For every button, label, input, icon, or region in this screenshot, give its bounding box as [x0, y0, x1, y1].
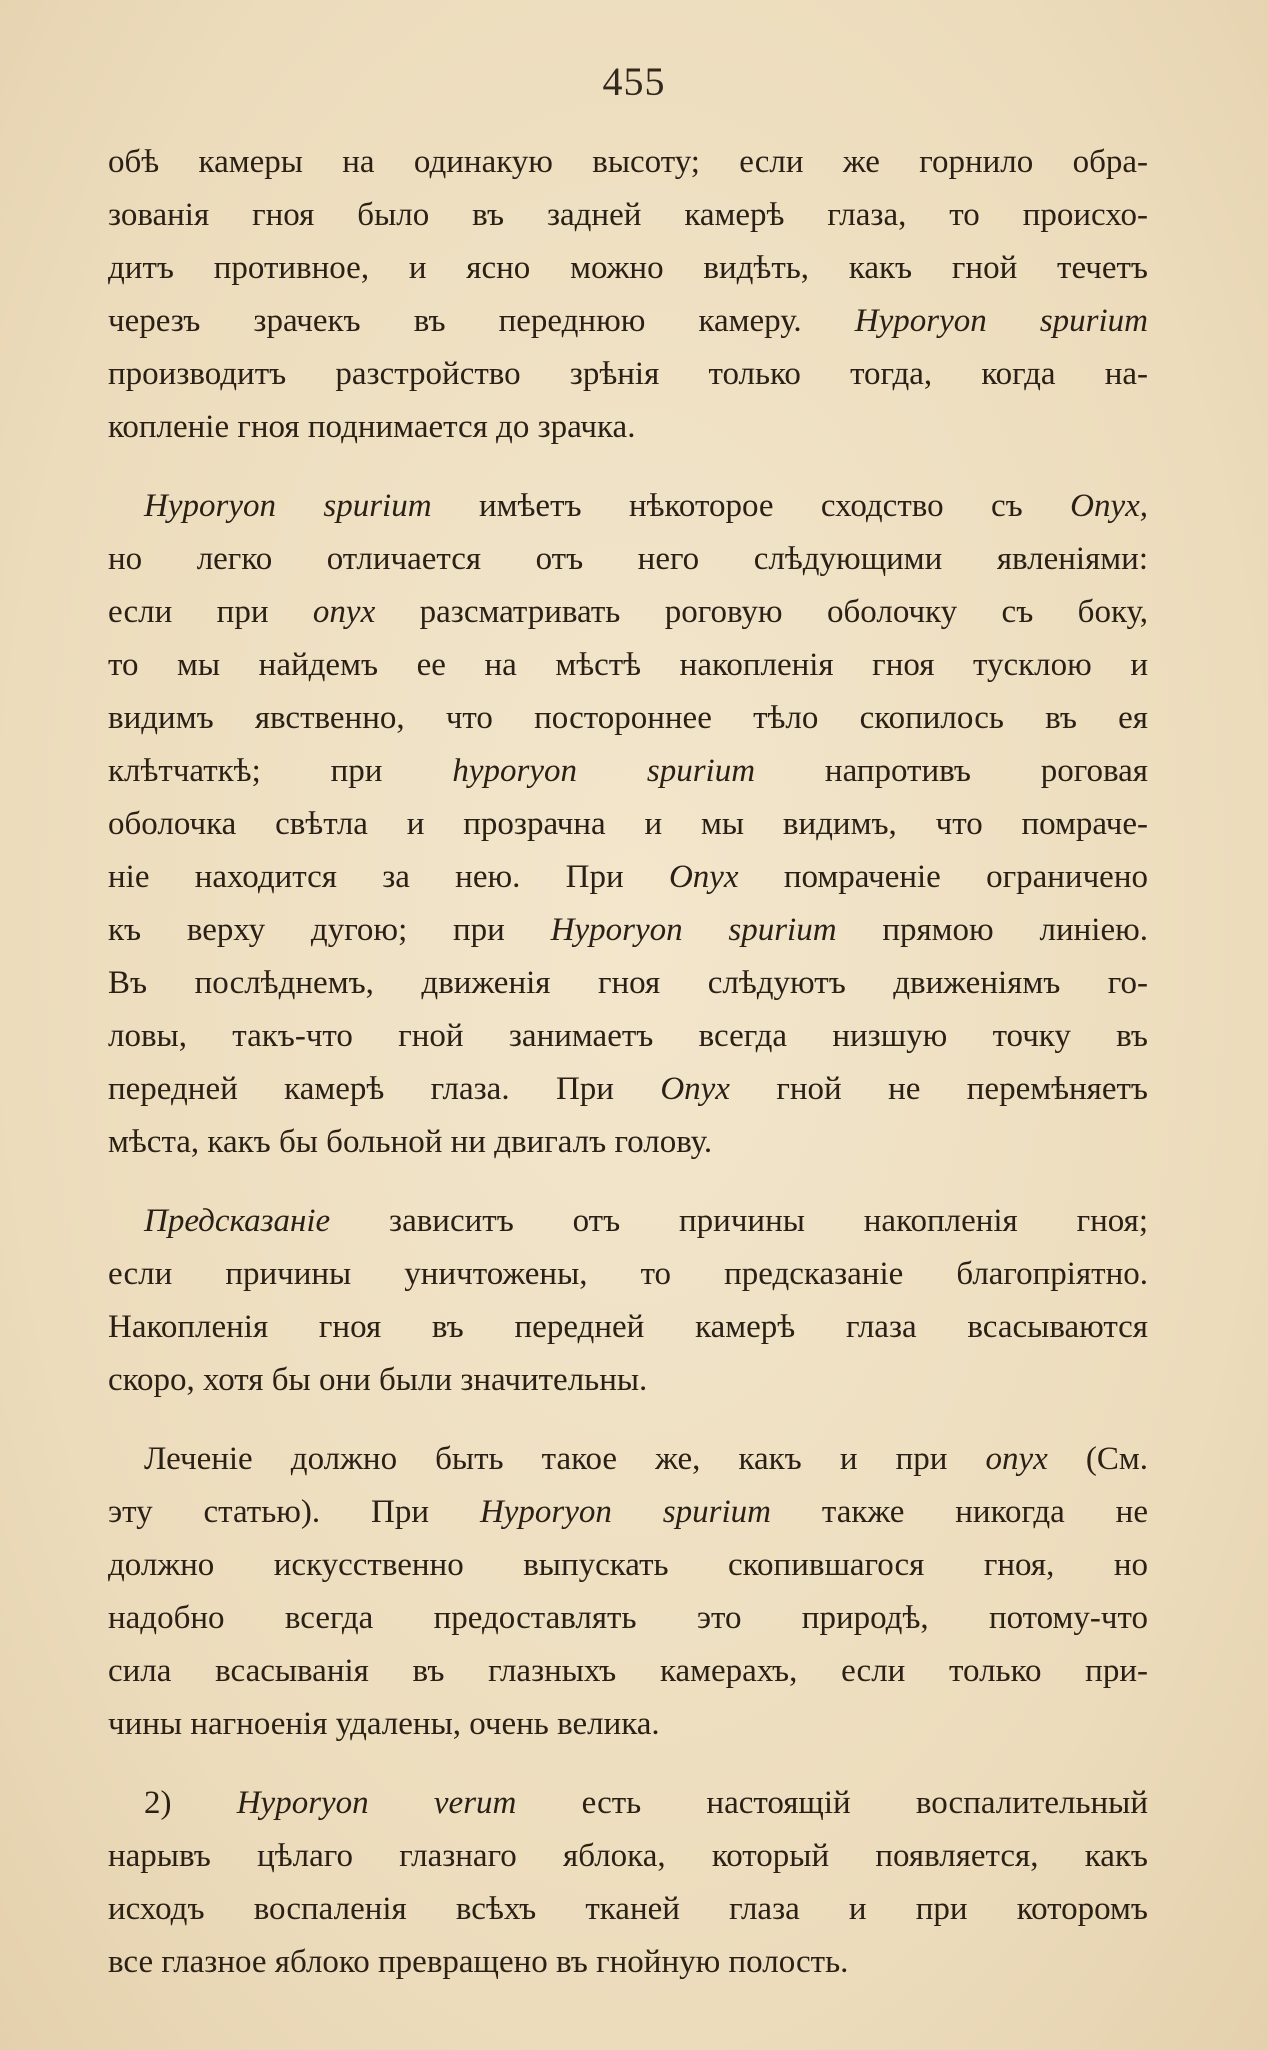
paragraph-gap [108, 1751, 1148, 1777]
text-segment: прямою линіею. [836, 912, 1148, 948]
text-line [108, 904, 1148, 957]
body-text [108, 136, 1148, 1989]
text-line [108, 851, 1148, 904]
text-segment: зованія гноя было въ задней камерѣ глаза, то происхо- [108, 197, 1148, 233]
text-line [108, 1936, 1148, 1989]
text-line [108, 1777, 1148, 1830]
italic-term: Hyporyon spurium [479, 1494, 771, 1530]
text-line [108, 1883, 1148, 1936]
text-line [108, 1063, 1148, 1116]
italic-term: Предсказаніе [144, 1203, 331, 1239]
text-segment: скоро, хотя бы они были значительны. [108, 1362, 648, 1398]
italic-term: hyporyon spurium [452, 753, 756, 789]
text-segment: эту статью). При [108, 1494, 480, 1530]
text-line [108, 586, 1148, 639]
paragraph [108, 136, 1148, 454]
text-segment: оболочка свѣтла и прозрачна и мы видимъ, что помраче- [108, 806, 1148, 842]
text-line [108, 348, 1148, 401]
text-segment: производитъ разстройство зрѣнія только тогда, когда на- [108, 356, 1148, 392]
text-segment: (См. [1047, 1441, 1148, 1477]
text-line [108, 1248, 1148, 1301]
page-number: 455 [602, 59, 666, 104]
italic-term: Hyporyon spurium [550, 912, 837, 948]
italic-term: Onyx [668, 859, 739, 895]
italic-term: Hyporyon verum [236, 1785, 517, 1821]
text-line [108, 692, 1148, 745]
paragraph-gap [108, 1169, 1148, 1195]
text-segment: ловы, такъ-что гной занимаетъ всегда низшую точку въ [108, 1018, 1148, 1054]
text-segment: если причины уничтожены, то предсказаніе благопріятно. [108, 1256, 1148, 1292]
text-segment: 2) [144, 1785, 237, 1821]
text-segment: чины нагноенія удалены, очень велика. [108, 1706, 660, 1742]
paragraph [108, 1195, 1148, 1407]
italic-term: onyx [985, 1441, 1048, 1477]
text-line [108, 242, 1148, 295]
italic-term: Hyporyon spurium [854, 303, 1148, 339]
text-line [108, 1010, 1148, 1063]
text-line [108, 1592, 1148, 1645]
text-segment: копленіе гноя поднимается до зрачка. [108, 409, 636, 445]
text-segment: видимъ явственно, что постороннее тѣло скопилось въ ея [108, 700, 1148, 736]
paragraph [108, 1777, 1148, 1989]
paragraph-gap [108, 454, 1148, 480]
paragraph-gap [108, 1407, 1148, 1433]
text-segment: есть настоящій воспалительный [516, 1785, 1149, 1821]
text-segment: исходъ воспаленія всѣхъ тканей глаза и при которомъ [108, 1891, 1148, 1927]
text-segment: къ верху дугою; при [108, 912, 551, 948]
text-segment: ніе находится за нею. При [108, 859, 669, 895]
text-line [108, 1539, 1148, 1592]
text-segment: но легко отличается отъ него слѣдующими явленіями: [108, 541, 1148, 577]
text-segment: зависитъ отъ причины накопленія гноя; [330, 1203, 1148, 1239]
text-line [108, 639, 1148, 692]
text-line [108, 1698, 1148, 1751]
text-segment: Леченіе должно быть такое же, какъ и при [144, 1441, 986, 1477]
text-line [108, 1433, 1148, 1486]
text-line [108, 798, 1148, 851]
text-segment: надобно всегда предоставлять это природѣ, потому-что [108, 1600, 1148, 1636]
text-line [108, 1486, 1148, 1539]
text-line [108, 745, 1148, 798]
text-segment: напротивъ роговая [755, 753, 1148, 789]
text-line [108, 1830, 1148, 1883]
text-segment: мѣста, какъ бы больной ни двигалъ голову. [108, 1124, 713, 1160]
italic-term: Onyx, [1070, 488, 1149, 524]
text-segment: если при [108, 594, 313, 630]
italic-term: Onyx [660, 1071, 730, 1107]
text-segment: гной не перемѣняетъ [729, 1071, 1148, 1107]
italic-term: onyx [312, 594, 376, 630]
text-segment: обѣ камеры на одинакую высоту; если же горнило обра- [108, 144, 1148, 180]
text-segment: разсматривать роговую оболочку съ боку, [375, 594, 1148, 630]
text-line [108, 295, 1148, 348]
text-segment: клѣтчаткѣ; при [108, 753, 453, 789]
text-segment: нарывъ цѣлаго глазнаго яблока, который появляется, какъ [108, 1838, 1148, 1874]
text-segment: то мы найдемъ ее на мѣстѣ накопленія гноя тусклою и [108, 647, 1148, 683]
text-line [108, 533, 1148, 586]
text-line [108, 1116, 1148, 1169]
text-segment: Накопленія гноя въ передней камерѣ глаза всасываются [108, 1309, 1148, 1345]
text-segment: помраченіе ограничено [738, 859, 1148, 895]
text-line [108, 1195, 1148, 1248]
text-line [108, 480, 1148, 533]
paragraph [108, 1433, 1148, 1751]
text-line [108, 189, 1148, 242]
text-segment: все глазное яблоко превращено въ гнойную полость. [108, 1944, 849, 1980]
text-segment: имѣетъ нѣкоторое сходство съ [431, 488, 1071, 524]
text-line [108, 1645, 1148, 1698]
text-segment: также никогда не [770, 1494, 1148, 1530]
text-segment: сила всасыванія въ глазныхъ камерахъ, если только при- [108, 1653, 1148, 1689]
text-line [108, 1301, 1148, 1354]
text-line [108, 1354, 1148, 1407]
text-segment: черезъ зрачекъ въ переднюю камеру. [108, 303, 855, 339]
text-segment: дитъ противное, и ясно можно видѣть, какъ гной течетъ [108, 250, 1148, 286]
text-segment: Въ послѣднемъ, движенія гноя слѣдуютъ движеніямъ го- [108, 965, 1148, 1001]
paragraph [108, 480, 1148, 1169]
text-line [108, 957, 1148, 1010]
italic-term: Hyporyon spurium [144, 488, 432, 524]
text-line [108, 136, 1148, 189]
text-segment: передней камерѣ глаза. При [108, 1071, 661, 1107]
text-line [108, 401, 1148, 454]
text-segment: должно искусственно выпускать скопившагося гноя, но [108, 1547, 1148, 1583]
